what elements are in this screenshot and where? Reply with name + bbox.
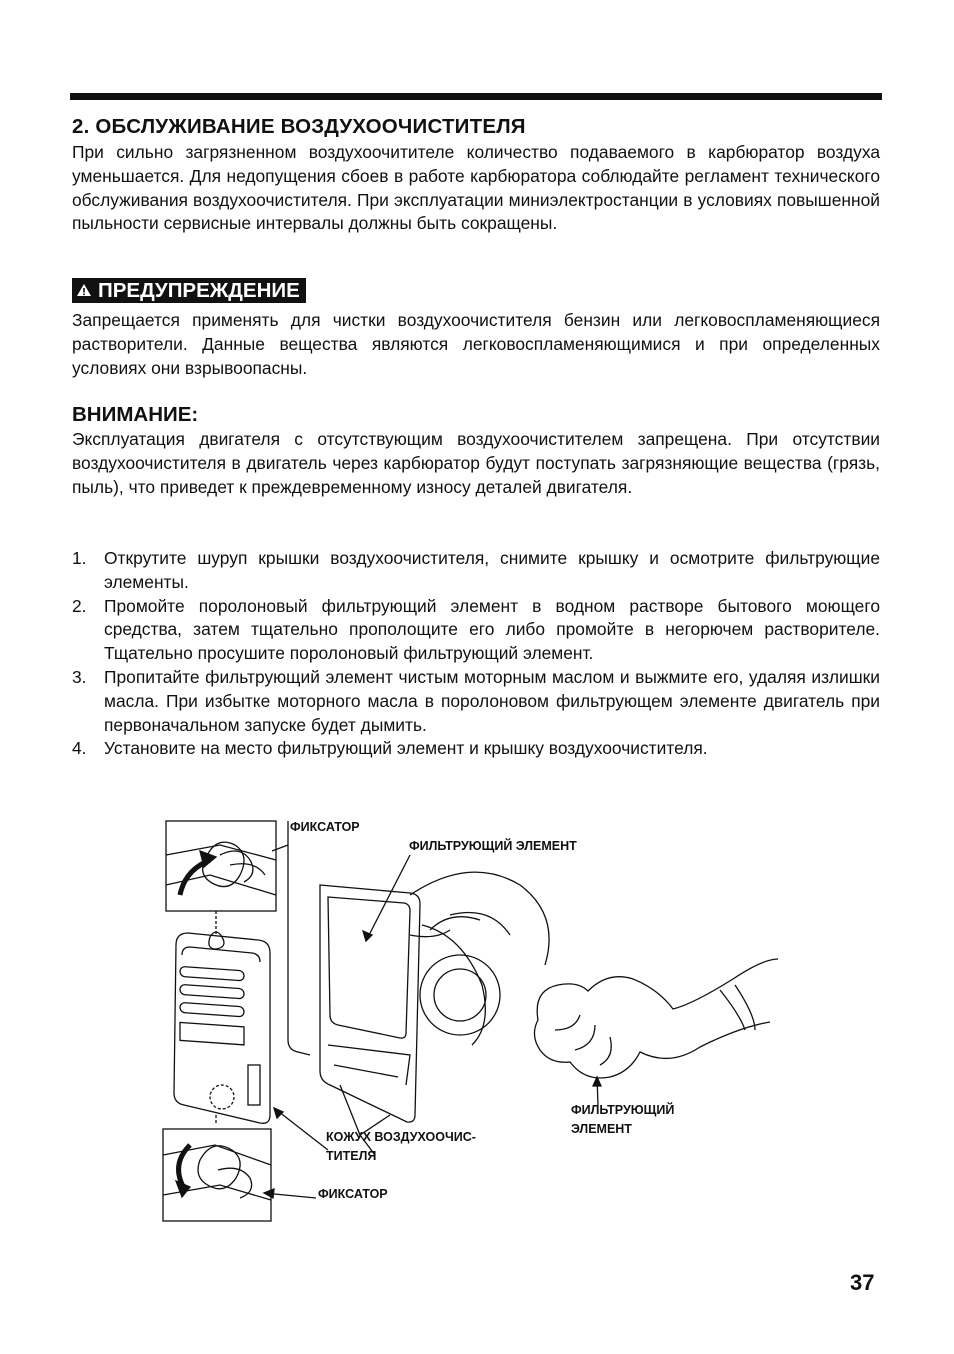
list-item: 2. Промойте поролоновый фильтрующий элемент в водном растворе бытового моющего средства, затем тщательно прополощите его либо промойте в негорючем растворителе. Тщательно просушите поролоновый фильтрующий элемент. <box>72 595 880 664</box>
notice-body: Эксплуатация двигателя с отсутствующим воздухоочистителем запрещена. При отсутствии воздухоочистителя в двигатель через карбюратор будут поступать загрязняющие вещества (грязь, пыль), что приведет к преждевременному износу деталей двигателя. <box>72 429 880 497</box>
air-cleaner-illustration <box>160 815 780 1235</box>
label-cover-line1: КОЖУХ ВОЗДУХООЧИС- <box>326 1130 476 1144</box>
list-item: 1. Открутите шуруп крышки воздухоочистителя, снимите крышку и осмотрите фильтрующие элементы. <box>72 548 880 592</box>
label-filter-element: ФИЛЬТРУЮЩИЙ ЭЛЕМЕНТ <box>409 839 577 853</box>
list-item: 3. Пропитайте фильтрующий элемент чистым моторным маслом и выжмите его, удаляя излишки масла. При избытке моторного масла в поролоновом фильтрующем элементе двигатель при первоначальном запуске будет дымить. <box>72 666 880 735</box>
label-cover-line2: ТИТЕЛЯ <box>326 1149 377 1163</box>
section-title: 2. ОБСЛУЖИВАНИЕ ВОЗДУХООЧИСТИТЕЛЯ <box>72 115 526 138</box>
warning-badge <box>72 278 306 303</box>
hand-drawing <box>534 959 778 1078</box>
label-clip-top: ФИКСАТОР <box>290 820 360 834</box>
section-body: При сильно загрязненном воздухоочитителе количество подаваемого в карбюратор воздуха уменьшается. Для недопущения сбоев в работе карбюратора соблюдайте регламент технического обслуживания воздухоочистителя. При эксплуатации миниэлектростанции в условиях повышенной пыльности сервисные интервалы должны быть сокращены. <box>72 142 880 234</box>
warning-body: Запрещается применять для чистки воздухоочистителя бензин или легковоспламеняющиеся растворители. Данные вещества являются легковоспламеняющимися и при определенных условиях они взрывоопасны. <box>72 310 880 378</box>
engine-drawing <box>288 821 549 1155</box>
list-item: 4. Установите на место фильтрующий элемент и крышку воздухоочистителя. <box>72 738 708 759</box>
label-hand-filter-line2: ЭЛЕМЕНТ <box>571 1122 632 1136</box>
page-number: 37 <box>850 1270 875 1295</box>
top-rule <box>70 93 882 100</box>
warning-label: ПРЕДУПРЕЖДЕНИЕ <box>98 279 300 302</box>
label-hand-filter-line1: ФИЛЬТРУЮЩИЙ <box>571 1103 675 1117</box>
clip-top-inset <box>166 821 276 911</box>
warning-triangle-icon <box>76 278 92 303</box>
label-clip-bottom: ФИКСАТОР <box>318 1187 388 1201</box>
cover-drawing <box>174 932 270 1123</box>
leader-cover <box>274 1108 328 1150</box>
notice-title: ВНИМАНИЕ: <box>72 403 199 426</box>
steps-list <box>72 547 880 761</box>
clip-bottom-inset <box>163 1129 271 1221</box>
